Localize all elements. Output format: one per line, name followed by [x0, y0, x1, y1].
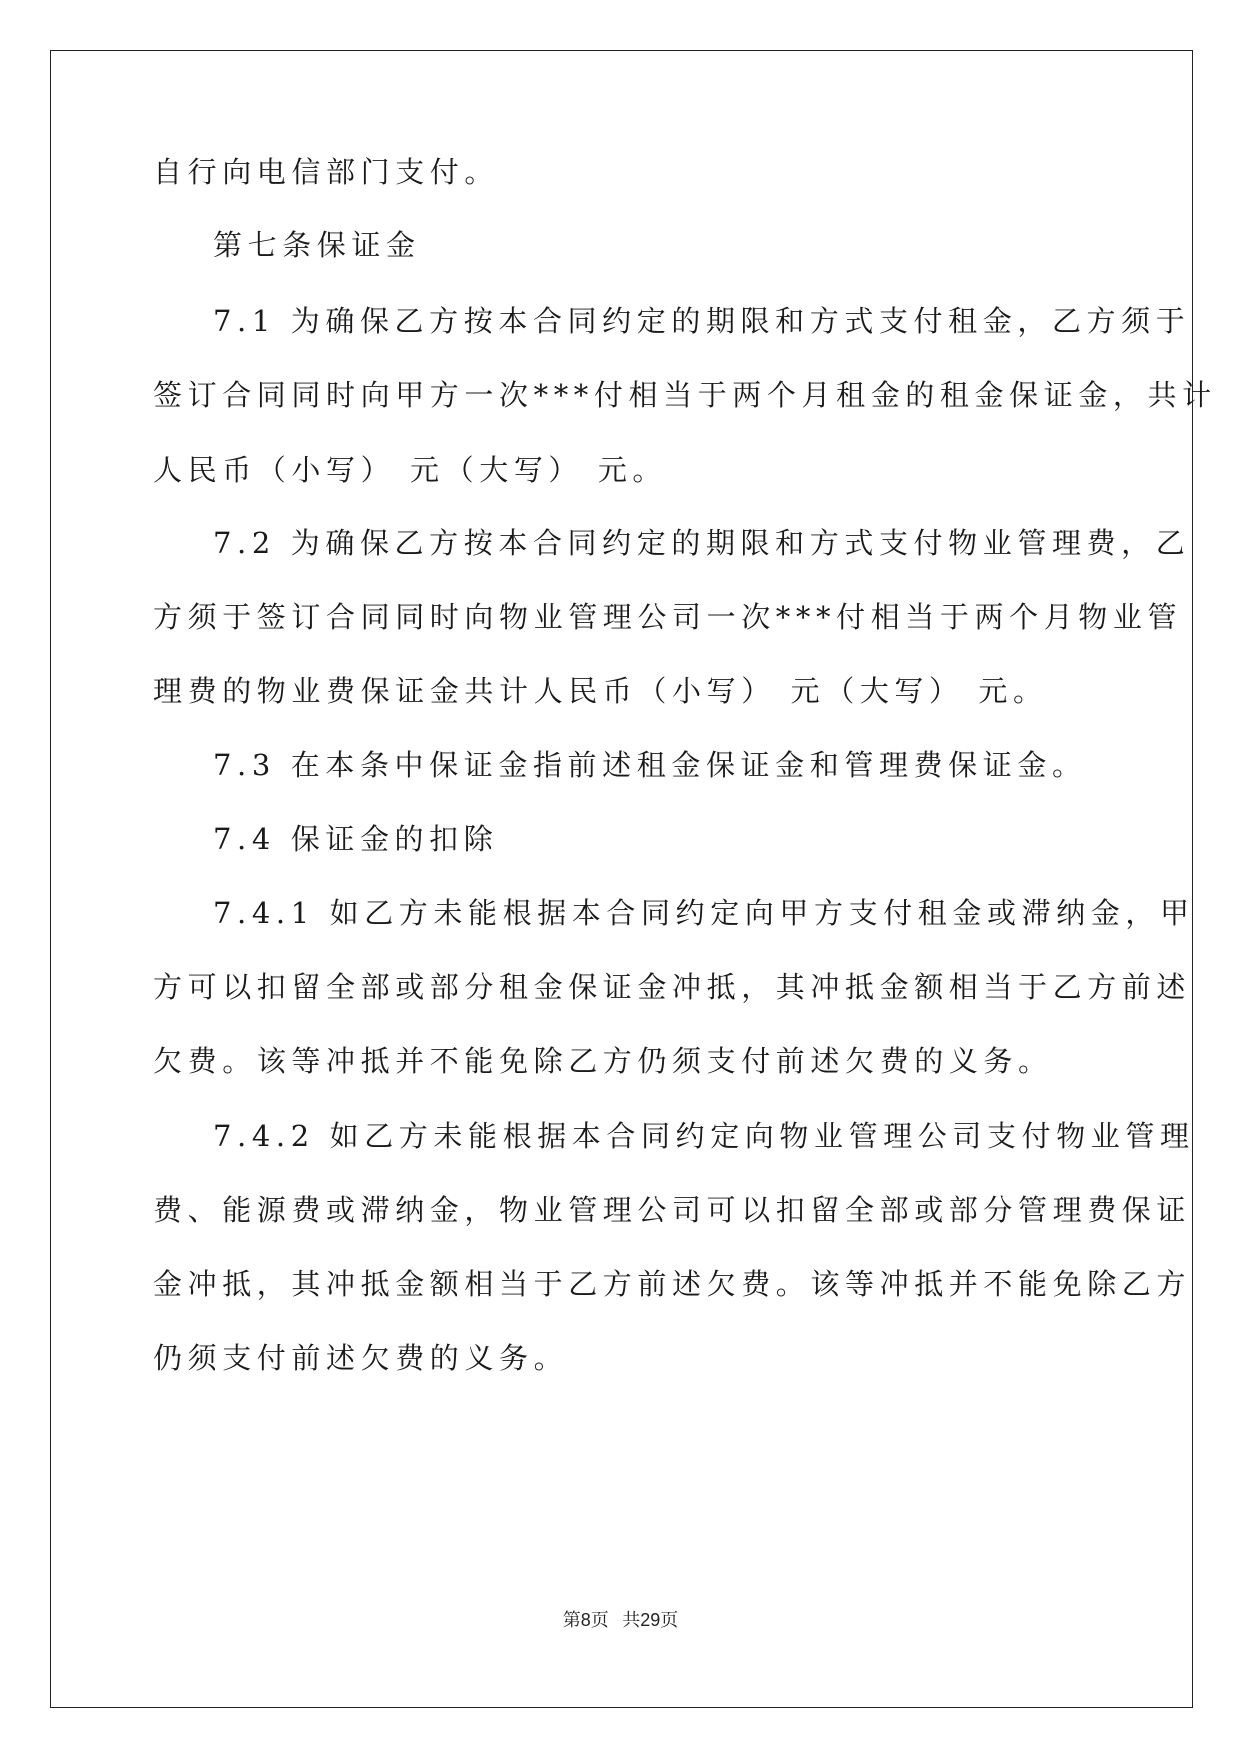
clause-7-1-line-1: 7.1 为确保乙方按本合同约定的期限和方式支付租金，乙方须于	[213, 304, 1191, 338]
clause-7-4-1-line-3: 欠费。该等冲抵并不能免除乙方仍须支付前述欠费的义务。	[153, 1044, 1053, 1078]
clause-7-4-2-line-2: 费、能源费或滞纳金，物业管理公司可以扣留全部或部分管理费保证	[153, 1193, 1192, 1227]
clause-7-2-line-2: 方须于签订合同同时向物业管理公司一次***付相当于两个月物业管	[153, 600, 1183, 634]
page-footer	[0, 1608, 1241, 1632]
total-suffix: 页	[660, 1610, 679, 1630]
clause-7-2-line-1: 7.2 为确保乙方按本合同约定的期限和方式支付物业管理费，乙	[213, 526, 1191, 560]
total-prefix: 共	[622, 1610, 641, 1630]
clause-7-4-2-line-4: 仍须支付前述欠费的义务。	[153, 1341, 569, 1375]
page-border	[50, 50, 1193, 1708]
clause-7-4-heading: 7.4 保证金的扣除	[213, 822, 499, 856]
page-suffix: 页	[590, 1610, 609, 1630]
clause-7-4-1-line-1: 7.4.1 如乙方未能根据本合同约定向甲方支付租金或滞纳金，甲	[213, 896, 1195, 930]
clause-7-4-2-line-1: 7.4.2 如乙方未能根据本合同约定向物业管理公司支付物业管理	[213, 1119, 1195, 1153]
paragraph-line-1: 自行向电信部门支付。	[153, 155, 500, 189]
clause-7-1-line-2: 签订合同同时向甲方一次***付相当于两个月租金的租金保证金，共计	[153, 378, 1217, 412]
section-heading-article-7: 第七条保证金	[213, 228, 421, 262]
page-prefix: 第	[562, 1610, 581, 1630]
clause-7-1-line-3: 人民币（小写） 元（大写） 元。	[153, 453, 668, 487]
clause-7-4-2-line-3: 金冲抵，其冲抵金额相当于乙方前述欠费。该等冲抵并不能免除乙方	[153, 1267, 1192, 1301]
total-pages: 29	[640, 1610, 661, 1630]
clause-7-2-line-3: 理费的物业费保证金共计人民币（小写） 元（大写） 元。	[153, 674, 1048, 708]
clause-7-4-1-line-2: 方可以扣留全部或部分租金保证金冲抵，其冲抵金额相当于乙方前述	[153, 970, 1192, 1004]
clause-7-3: 7.3 在本条中保证金指前述租金保证金和管理费保证金。	[213, 748, 1087, 782]
page-number: 8	[580, 1610, 591, 1630]
